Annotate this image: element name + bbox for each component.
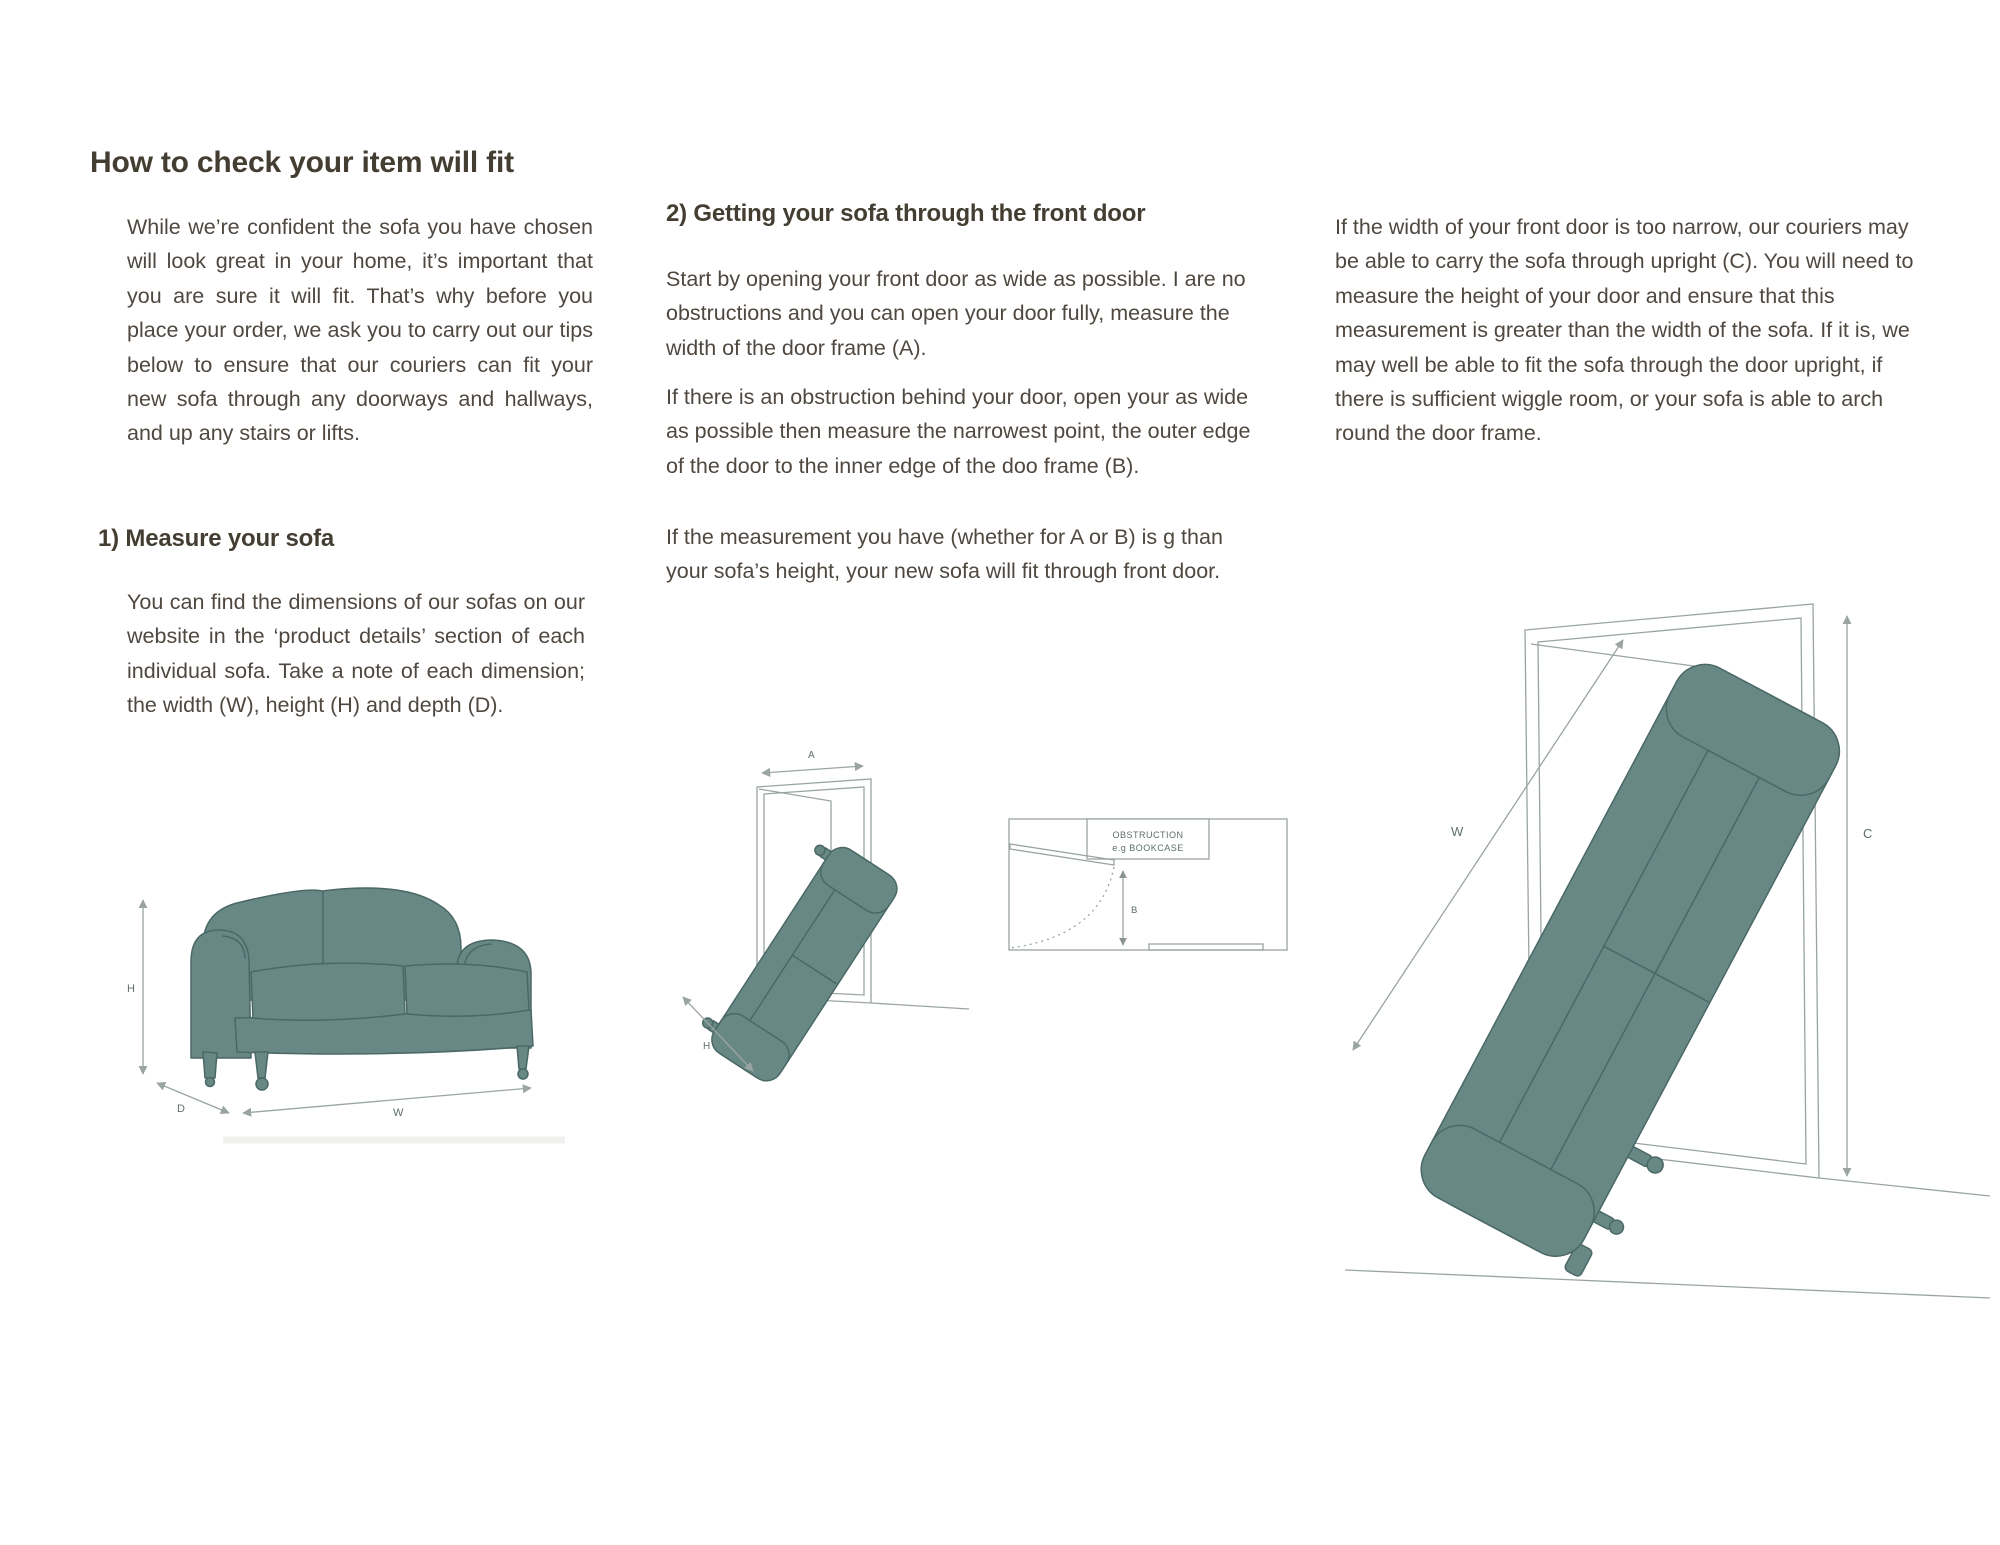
door-tilt-diagram xyxy=(645,735,975,1100)
section2-paragraph-1: Start by opening your front door as wide as possible. I are no obstructions and you can open your door fully, measure the width of the door frame (A). xyxy=(666,267,1246,360)
section1-paragraph: You can find the dimensions of our sofas on our website in the ‘product details’ section of each individual sofa. Take a note of each dimension; the width (W), height (H) and depth (D). xyxy=(127,590,585,718)
sofa-width-label: W xyxy=(1451,824,1464,839)
section2-heading: 2) Getting your sofa through the front door xyxy=(666,200,1146,227)
gap-label: B xyxy=(1131,905,1138,916)
height-label: H xyxy=(127,983,135,995)
section3-paragraph: If the width of your front door is too narrow, our couriers may be able to carry the sofa through upright (C). You will need to measure the height of your door and ensure that this measurement is greater than the width of the sofa. If it is, we may well be able to fit the sofa through the door upright, if there is sufficient wiggle room, or your sofa is able to arch round the door frame. xyxy=(1335,215,1914,446)
door-swing-arc xyxy=(1010,867,1114,948)
depth-label: D xyxy=(177,1103,185,1115)
door-width-label: A xyxy=(808,750,815,761)
sofa-seat-cushion xyxy=(405,964,529,1016)
obstruction-label-1: OBSTRUCTION xyxy=(1112,830,1184,840)
width-label: W xyxy=(393,1107,404,1119)
obstruction-label-2: e.g BOOKCASE xyxy=(1112,843,1184,853)
section2-paragraph-2: If there is an obstruction behind your door, open your as wide as possible then measure the narrowest point, the outer edge of the door to the inner edge of the doo frame (B). xyxy=(666,385,1251,478)
door-width-arrow xyxy=(762,766,863,773)
door-height-label: C xyxy=(1863,826,1873,841)
opposite-opening xyxy=(1149,944,1263,950)
intro-paragraph: While we’re confident the sofa you have chosen will look great in your home, it’s important that you are sure it will fit. That’s why before you place your order, we ask you to carry out our tips below to ensure that our couriers can fit your new sofa through any doorways and hallways, and up any stairs or lifts. xyxy=(127,215,593,446)
upright-sofa xyxy=(1408,653,1882,1288)
floor-line xyxy=(871,1003,969,1009)
sofa-seat-cushion xyxy=(251,963,405,1020)
section2-paragraph-3: If the measurement you have (whether for A or B) is g than your sofa’s height, your new sofa will fit through front door. xyxy=(666,525,1223,584)
plan-view-diagram xyxy=(1000,818,1290,958)
sofa-height-label: H xyxy=(703,1041,711,1052)
measure-sofa-diagram xyxy=(105,850,580,1205)
upright-sofa-diagram xyxy=(1335,578,1995,1300)
floor-line xyxy=(1345,1270,1990,1298)
depth-arrow xyxy=(157,1083,229,1113)
width-arrow xyxy=(243,1088,531,1113)
section1-heading: 1) Measure your sofa xyxy=(98,525,335,552)
page-title: How to check your item will fit xyxy=(90,146,514,179)
